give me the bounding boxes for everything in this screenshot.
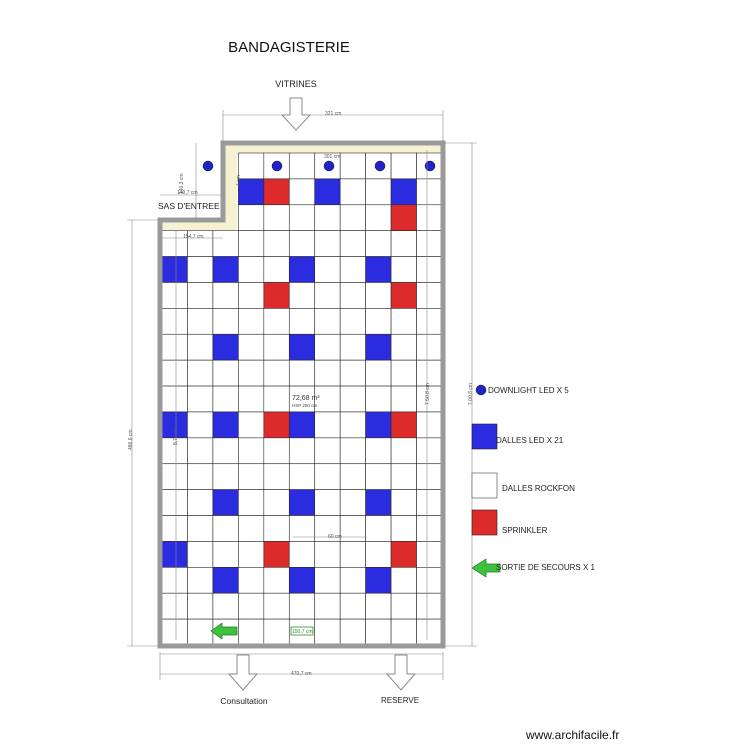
rockfon-tile (187, 464, 212, 490)
rockfon-tile (340, 619, 365, 645)
legend-downlight-label: DOWNLIGHT LED X 5 (488, 386, 569, 395)
insulation-strip (162, 222, 237, 230)
watermark: www.archifacile.fr (526, 728, 620, 742)
dim-tile: 60 cm (328, 534, 342, 540)
sprinkler-tile (391, 412, 416, 438)
rockfon-tile (238, 308, 263, 334)
rockfon-tile (264, 386, 289, 412)
rockfon-tile (315, 567, 340, 593)
rockfon-tile (340, 516, 365, 542)
downlight-icon (375, 161, 385, 171)
legend-rockfon-label: DALLES ROCKFON (502, 484, 575, 493)
rockfon-tile (417, 516, 442, 542)
led-panel-tile (366, 412, 391, 438)
rockfon-tile (391, 464, 416, 490)
rockfon-tile (264, 516, 289, 542)
rockfon-tile (315, 308, 340, 334)
rockfon-tile (213, 438, 238, 464)
rockfon-tile (238, 282, 263, 308)
rockfon-tile (213, 282, 238, 308)
rockfon-tile (162, 334, 187, 360)
rockfon-tile (238, 231, 263, 257)
led-panel-tile (366, 334, 391, 360)
sprinkler-tile (391, 205, 416, 231)
rockfon-tile (391, 593, 416, 619)
led-panel-tile (289, 412, 314, 438)
rockfon-tile (187, 386, 212, 412)
rockfon-tile (391, 386, 416, 412)
rockfon-tile (366, 360, 391, 386)
rockfon-tile (391, 257, 416, 283)
rockfon-tile (162, 282, 187, 308)
rockfon-tile (366, 619, 391, 645)
led-panel-tile (289, 490, 314, 516)
rockfon-tile (213, 593, 238, 619)
rockfon-tile (213, 541, 238, 567)
rockfon-tile (187, 619, 212, 645)
sprinkler-tile (391, 282, 416, 308)
rockfon-tile (187, 308, 212, 334)
rockfon-tile (366, 593, 391, 619)
rockfon-tile (289, 179, 314, 205)
legend-sprinkler-label: SPRINKLER (502, 526, 548, 535)
rockfon-tile (315, 464, 340, 490)
rockfon-tile (315, 360, 340, 386)
rockfon-tile (417, 464, 442, 490)
rockfon-tile (162, 490, 187, 516)
rockfon-tile (366, 308, 391, 334)
vitrines-arrow (282, 98, 310, 130)
rockfon-tile (238, 438, 263, 464)
rockfon-tile (238, 257, 263, 283)
rockfon-tile (340, 153, 365, 179)
rockfon-tile (187, 541, 212, 567)
room-height: HSP 250 cm (292, 403, 318, 408)
rockfon-tile (340, 438, 365, 464)
rockfon-tile (289, 205, 314, 231)
rockfon-tile (315, 438, 340, 464)
rockfon-tile (162, 516, 187, 542)
rockfon-tile (340, 567, 365, 593)
rockfon-tile (391, 360, 416, 386)
rockfon-tile (213, 386, 238, 412)
rockfon-tile (366, 386, 391, 412)
rockfon-tile (238, 205, 263, 231)
led-panel-tile (366, 490, 391, 516)
rockfon-tile (264, 567, 289, 593)
led-panel-tile (213, 490, 238, 516)
rockfon-tile (366, 282, 391, 308)
dim-sas-inner: 154,7 cm (183, 234, 204, 240)
rockfon-tile (213, 308, 238, 334)
rockfon-tile (417, 619, 442, 645)
rockfon-tile (315, 282, 340, 308)
rockfon-tile (213, 360, 238, 386)
rockfon-tile (289, 464, 314, 490)
led-panel-tile (162, 257, 187, 283)
rockfon-tile (238, 593, 263, 619)
led-panel-tile (366, 257, 391, 283)
rockfon-tile (391, 231, 416, 257)
rockfon-tile (315, 205, 340, 231)
sprinkler-tile (264, 412, 289, 438)
rockfon-tile (264, 464, 289, 490)
rockfon-tile (264, 438, 289, 464)
rockfon-tile (366, 205, 391, 231)
sas-label: SAS D'ENTREE (158, 201, 220, 211)
rockfon-tile (213, 516, 238, 542)
rockfon-tile (417, 541, 442, 567)
consultation-arrow (229, 655, 257, 690)
insulation-strip (223, 145, 441, 153)
rockfon-tile (187, 282, 212, 308)
rockfon-tile (187, 490, 212, 516)
insulation-strip (225, 145, 237, 230)
rockfon-tile (238, 490, 263, 516)
rockfon-tile (289, 593, 314, 619)
rockfon-tile (417, 490, 442, 516)
rockfon-tile (264, 205, 289, 231)
rockfon-tile (289, 516, 314, 542)
rockfon-tile (238, 619, 263, 645)
rockfon-tile (162, 619, 187, 645)
legend-dalles-led-swatch (472, 424, 497, 449)
legend-downlight-swatch (476, 385, 486, 395)
dim-right-inner: 7,50,8 cm (425, 383, 431, 405)
rockfon-tile (417, 334, 442, 360)
rockfon-tile (213, 464, 238, 490)
rockfon-tile (187, 438, 212, 464)
rockfon-tile (417, 308, 442, 334)
sprinkler-tile (264, 541, 289, 567)
rockfon-tile (340, 231, 365, 257)
rockfon-tile (340, 179, 365, 205)
rockfon-tile (340, 308, 365, 334)
rockfon-tile (162, 464, 187, 490)
rockfon-tile (264, 619, 289, 645)
rockfon-tile (340, 541, 365, 567)
rockfon-tile (289, 153, 314, 179)
rockfon-tile (264, 593, 289, 619)
plan-title: BANDAGISTERIE (228, 39, 350, 56)
rockfon-tile (315, 593, 340, 619)
rockfon-tile (340, 334, 365, 360)
rockfon-tile (289, 360, 314, 386)
rockfon-tile (289, 541, 314, 567)
rockfon-tile (417, 257, 442, 283)
room-area: 72,68 m² (292, 395, 320, 402)
downlight-icon (272, 161, 282, 171)
rockfon-tile (264, 490, 289, 516)
rockfon-tile (366, 541, 391, 567)
led-panel-tile (289, 567, 314, 593)
sprinkler-tile (391, 541, 416, 567)
downlight-icon (425, 161, 435, 171)
led-panel-tile (315, 179, 340, 205)
rockfon-tile (264, 360, 289, 386)
dim-right-height: 7,00,8 cm (468, 383, 474, 405)
rockfon-tile (366, 516, 391, 542)
rockfon-tile (213, 231, 238, 257)
sprinkler-tile (264, 282, 289, 308)
rockfon-tile (238, 360, 263, 386)
rockfon-tile (417, 282, 442, 308)
rockfon-tile (187, 516, 212, 542)
rockfon-tile (315, 490, 340, 516)
rockfon-tile (391, 516, 416, 542)
rockfon-tile (391, 153, 416, 179)
dim-left-inner: 8,71 cm (173, 427, 179, 445)
dim-small: 4 cm (236, 175, 242, 186)
rockfon-tile (264, 231, 289, 257)
rockfon-tile (162, 386, 187, 412)
sprinkler-tile (264, 179, 289, 205)
reserve-label: RESERVE (380, 696, 420, 705)
led-panel-tile (289, 334, 314, 360)
rockfon-tile (366, 179, 391, 205)
rockfon-tile (417, 593, 442, 619)
rockfon-tile (417, 412, 442, 438)
rockfon-tile (162, 360, 187, 386)
rockfon-tile (238, 516, 263, 542)
rockfon-tile (366, 231, 391, 257)
rockfon-tile (238, 464, 263, 490)
rockfon-tile (238, 567, 263, 593)
rockfon-tile (187, 567, 212, 593)
rockfon-tile (264, 257, 289, 283)
led-panel-tile (213, 412, 238, 438)
rockfon-tile (366, 464, 391, 490)
consultation-label: Consultation (220, 696, 268, 706)
rockfon-tile (340, 205, 365, 231)
rockfon-tile (264, 308, 289, 334)
rockfon-tile (315, 619, 340, 645)
reserve-arrow (387, 655, 415, 690)
rockfon-tile (417, 567, 442, 593)
rockfon-tile (238, 386, 263, 412)
dim-inner-top: 301 cm (324, 154, 341, 160)
rockfon-tile (417, 231, 442, 257)
rockfon-tile (238, 334, 263, 360)
led-panel-tile (391, 179, 416, 205)
downlight-icon (203, 161, 213, 171)
rockfon-tile (340, 386, 365, 412)
dim-sas-height: 140,3 cm (179, 173, 185, 194)
rockfon-tile (340, 593, 365, 619)
rockfon-tile (264, 334, 289, 360)
rockfon-tile (289, 308, 314, 334)
legend-rockfon-swatch (472, 473, 497, 498)
rockfon-tile (315, 231, 340, 257)
dim-top-width: 321 cm (325, 111, 342, 117)
led-panel-tile (213, 334, 238, 360)
dim-bottom-width: 470,7 cm (291, 671, 312, 677)
rockfon-tile (238, 541, 263, 567)
legend-secours-label: SORTIE DE SECOURS X 1 (496, 563, 595, 572)
rockfon-tile (340, 360, 365, 386)
rockfon-tile (315, 334, 340, 360)
legend-dalles-led-label: DALLES LED X 21 (496, 436, 564, 445)
rockfon-tile (315, 257, 340, 283)
rockfon-tile (391, 567, 416, 593)
dim-left-height: 486,6 cm (128, 429, 134, 450)
rockfon-tile (391, 619, 416, 645)
rockfon-tile (391, 308, 416, 334)
rockfon-tile (366, 438, 391, 464)
led-panel-tile (238, 179, 263, 205)
rockfon-tile (238, 412, 263, 438)
rockfon-tile (391, 438, 416, 464)
vitrines-label: VITRINES (275, 79, 317, 89)
led-panel-tile (213, 567, 238, 593)
dim-sas-width: 149,7 cm (177, 190, 198, 196)
rockfon-tile (289, 438, 314, 464)
rockfon-tile (315, 412, 340, 438)
rockfon-tile (162, 308, 187, 334)
rockfon-tile (340, 464, 365, 490)
rockfon-tile (289, 282, 314, 308)
rockfon-tile (187, 412, 212, 438)
rockfon-tile (315, 541, 340, 567)
rockfon-tile (340, 282, 365, 308)
rockfon-tile (417, 438, 442, 464)
dim-door: 150,7 cm (292, 629, 313, 635)
rockfon-tile (162, 567, 187, 593)
led-panel-tile (289, 257, 314, 283)
rockfon-tile (238, 153, 263, 179)
rockfon-tile (187, 360, 212, 386)
rockfon-tile (187, 593, 212, 619)
legend-sprinkler-swatch (472, 510, 497, 535)
rockfon-tile (289, 231, 314, 257)
led-panel-tile (162, 541, 187, 567)
rockfon-tile (187, 257, 212, 283)
rockfon-tile (162, 593, 187, 619)
rockfon-tile (340, 257, 365, 283)
led-panel-tile (213, 257, 238, 283)
rockfon-tile (187, 334, 212, 360)
downlight-icon (324, 161, 334, 171)
rockfon-tile (340, 490, 365, 516)
rockfon-tile (391, 334, 416, 360)
rockfon-tile (340, 412, 365, 438)
rockfon-tile (417, 179, 442, 205)
led-panel-tile (366, 567, 391, 593)
rockfon-tile (391, 490, 416, 516)
rockfon-tile (417, 205, 442, 231)
